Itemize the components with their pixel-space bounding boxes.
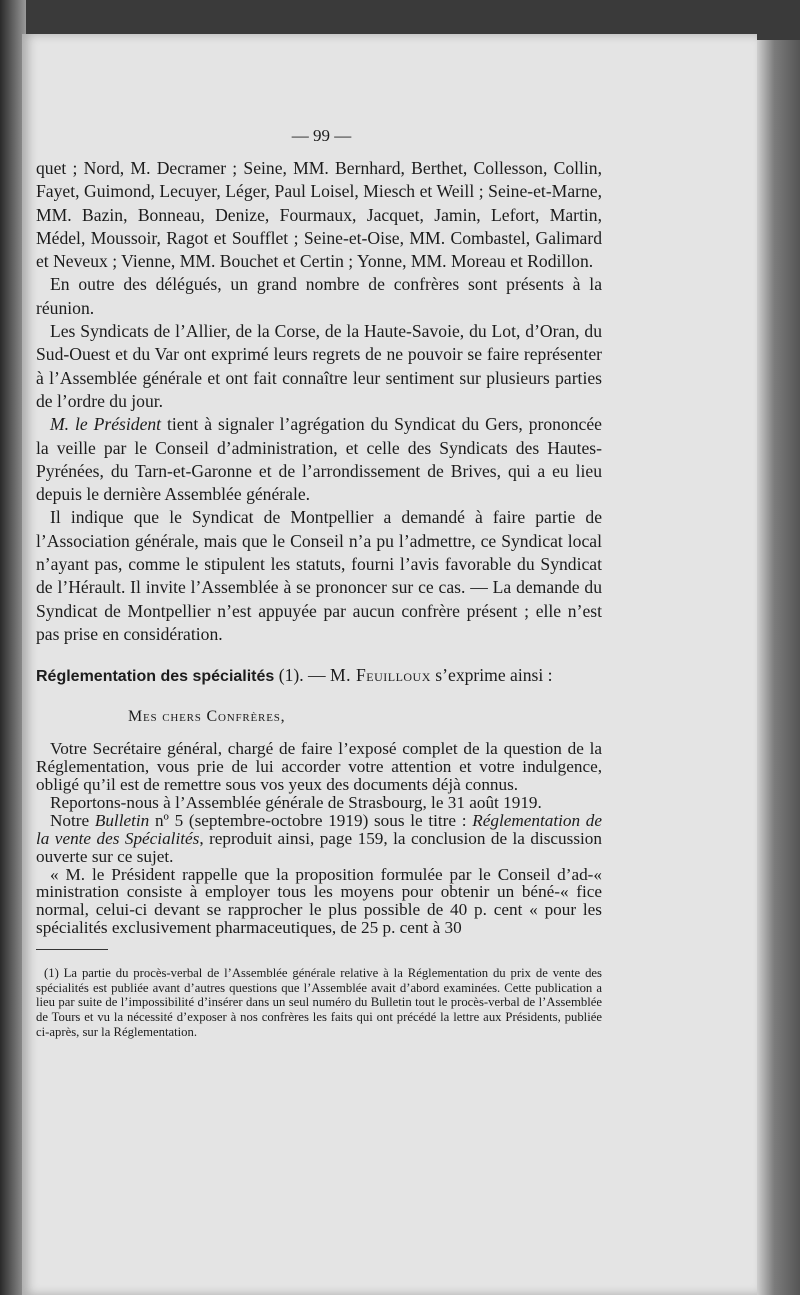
paragraph-aggregation [36,413,602,506]
paragraph-delegates-list: quet ; Nord, M. Decramer ; Seine, MM. Bernhard, Berthet, Collesson, Collin, Fayet, Guimond, Lecuyer, Léger, Paul Loisel, Miesch et Weill ; Seine-et-Marne, MM. Bazin, Bonneau, Denize, Fourmaux, Jacquet, Jamin, Lefort, Martin, Médel, Moussoir, Ragot et Soufflet ; Seine-et-Oise, MM. Combastel, Galimard et Neveux ; Vienne, MM. Bouchet et Certin ; Yonne, MM. Moreau et Rodillon. [36,158,602,272]
speech-paragraph-quote: « M. le Président rappelle que la proposition formulée par le Conseil d’ad-« ministration consiste à employer tous les moyens pour obtenir un béné-« fice normal, celui-ci devant se rapprocher le plus possible de 40 p. cent « pour les spécialités exclusivement pharmaceutiques, de 25 p. cent à 30 [36,864,602,938]
speech-paragraph-intro: Votre Secrétaire général, chargé de faire l’exposé complet de la question de la Réglementation, vous prie de lui accorder votre attention et votre indulgence, obligé qu’il est de remettre sous vos yeux des documents déjà connus. [36,739,602,795]
paragraph-regrets: Les Syndicats de l’Allier, de la Corse, de la Haute-Savoie, du Lot, d’Oran, du Sud-Ouest et du Var ont exprimé leurs regrets de ne pouvoir se faire représenter à l’Assemblée générale et ont fait connaître leur sentiment sur plusieurs parties de l’ordre du jour. [36,321,602,411]
page-number: — 99 — [291,126,352,145]
book-page-edge-right [757,40,800,1295]
section-title: Réglementation des spécialités [36,668,275,686]
speaker-name: M. Feuilloux [330,665,431,686]
section-heading [36,664,602,688]
page-content [36,157,602,1039]
aggregation-text: tient à signaler l’agrégation du Syndicat du Gers, prononcée la veille par le Conseil d’administration, et celle des Syndicats des Hautes-Pyrénées, du Tarn-et-Garonne et de l’arrondissement de Brives, qui a eu lieu depuis le dernière Assemblée générale. [36,414,602,505]
bulletin-title: Bulletin [94,810,150,830]
president-title: M. le Président [50,414,162,435]
section-heading-tail: s’exprime ainsi : [430,665,553,686]
footnote [36,966,602,1039]
footnote-ref: (1). — [274,665,331,686]
speech-paragraph-strasbourg: Reportons-nous à l’Assemblée générale de Strasbourg, le 31 août 1919. [50,792,542,812]
bulletin-text-c: , reproduit ainsi, page 159, la conclusion de la discussion ouverte sur ce sujet. [36,828,602,866]
bulletin-text-b: nº 5 (septembre-octobre 1919) sous le titre : [149,810,473,830]
paragraph-montpellier: Il indique que le Syndicat de Montpellier a demandé à faire partie de l’Association générale, mais que le Conseil n’a pu l’admettre, ce Syndicat local n’ayant pas, comme le stipulent les statuts, fourni l’avis favorable du Syndicat de l’Hérault. Il invite l’Assemblée à se prononcer sur ce cas. — La demande du Syndicat de Montpellier n’est appuyée par aucun confrère présent ; elle n’est pas prise en considération. [36,507,602,644]
speech-paragraph-bulletin [36,812,602,866]
footnote-text: (1) La partie du procès-verbal de l’Assemblée générale relative à la Réglementation du prix de vente des spécialités est publiée avant d’autres questions que l’Assemblée avait d’abord examinées. Cette publication a lieu par suite de l’impossibilité d’insérer dans un seul numéro du Bulletin tout le procès-verbal de l’Assemblée de Tours et vu la nécessité d’exposer à nos confrères les faits qui ont précédé la lettre aux Présidents, publiée ci-après, sur la Réglementation. [36,966,602,1039]
bulletin-text-a: Notre [50,810,95,830]
speech-text [36,740,602,937]
speech-salutation: Mes chers Confrères, [128,708,286,726]
bulletin-article-title: Réglementation de la vente des Spécialités [36,810,603,848]
paragraph-attendance: En outre des délégués, un grand nombre de confrères sont présents à la réunion. [36,274,602,318]
body-text [36,157,602,646]
footnote-divider [36,949,108,950]
